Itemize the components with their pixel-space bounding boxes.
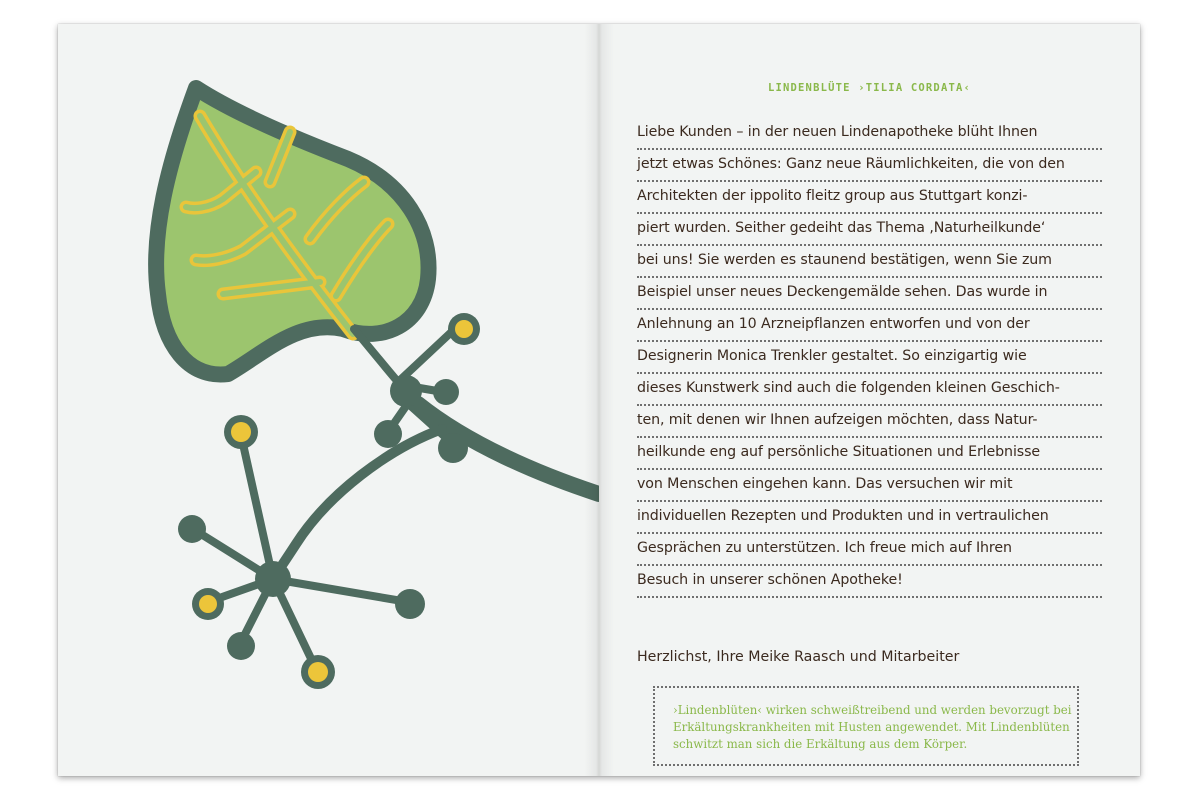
info-note-box (653, 686, 1079, 766)
text-line: piert wurden. Seither gedeiht das Thema ‚Naturheilkunde‘ (637, 213, 1102, 246)
note-line: Erkältungskrankheiten mit Husten angewendet. Mit Lindenblüten (673, 720, 1070, 734)
text-line: jetzt etwas Schönes: Ganz neue Räumlichkeiten, die von den (637, 149, 1102, 182)
left-page (58, 24, 599, 776)
text-line: Anlehnung an 10 Arzneipflanzen entworfen und von der (637, 309, 1102, 342)
note-line: ›Lindenblüten‹ wirken schweißtreibend und werden bevorzugt bei (673, 703, 1072, 717)
text-line: Liebe Kunden – in der neuen Lindenapotheke blüht Ihnen (637, 117, 1102, 150)
book-spread (58, 24, 1140, 776)
text-line: bei uns! Sie werden es staunend bestätigen, wenn Sie zum (637, 245, 1102, 278)
text-line: Gesprächen zu unterstützen. Ich freue mich auf Ihren (637, 533, 1102, 566)
text-line: Architekten der ippolito fleitz group aus Stuttgart konzi- (637, 181, 1102, 214)
text-line: Besuch in unserer schönen Apotheke! (637, 565, 1102, 598)
text-line: dieses Kunstwerk sind auch die folgenden kleinen Geschich- (637, 373, 1102, 406)
stem-nodes (255, 375, 422, 597)
flower-stems (193, 324, 599, 669)
text-line: heilkunde eng auf persönliche Situationen und Erlebnisse (637, 437, 1102, 470)
text-line: Beispiel unser neues Deckengemälde sehen. Das wurde in (637, 277, 1102, 310)
signature: Herzlichst, Ihre Meike Raasch und Mitarbeiter (637, 649, 960, 665)
page-heading: LINDENBLÜTE ›TILIA CORDATA‹ (767, 82, 972, 94)
linden-leaf-illustration (58, 24, 599, 776)
text-line: Designerin Monica Trenkler gestaltet. So einzigartig wie (637, 341, 1102, 374)
note-line: schwitzt man sich die Erkältung aus dem Körper. (673, 737, 968, 751)
text-line: ten, mit denen wir Ihnen aufzeigen möchten, dass Natur- (637, 405, 1102, 438)
text-line: individuellen Rezepten und Produkten und in vertraulichen (637, 501, 1102, 534)
text-line: von Menschen eingehen kann. Das versuchen wir mit (637, 469, 1102, 502)
